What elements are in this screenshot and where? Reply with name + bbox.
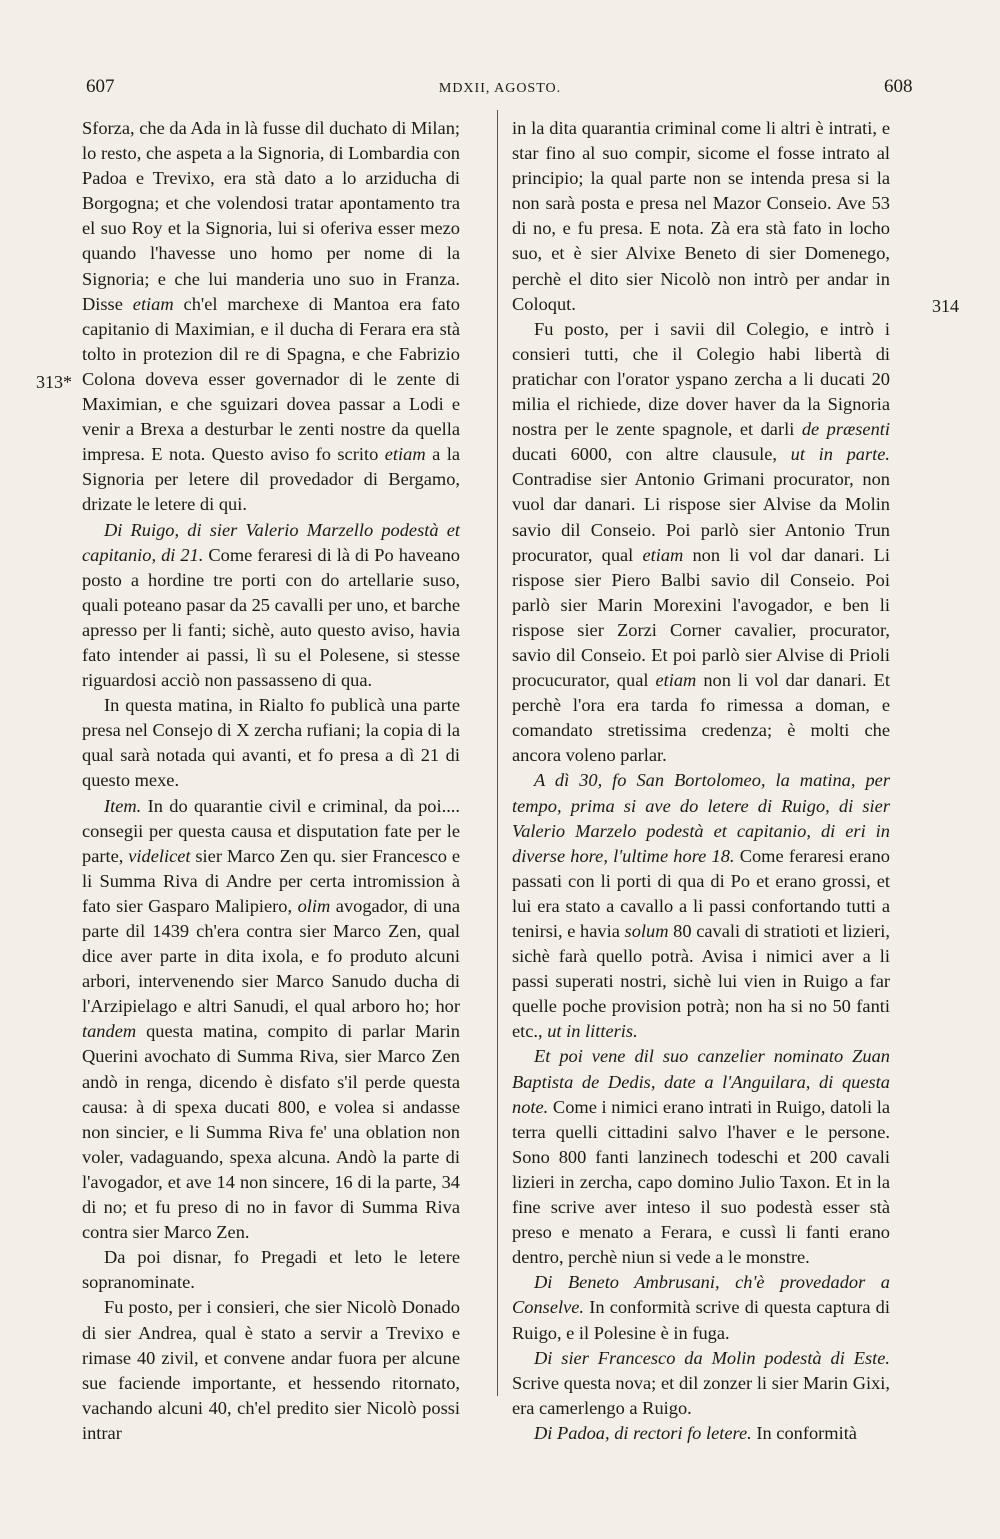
paragraph [82, 518, 460, 694]
italic-text: etiam [642, 544, 684, 565]
text: Come feraresi erano passati con li porti di qua di Po et erano grossi, et lui era stato a cavallo a li passi confortando tutti a tenirsi, e havia [512, 845, 890, 941]
italic-text: solum [624, 921, 669, 941]
text: Sforza, che da Ada in là fusse dil duchato di Milan; lo resto, che aspeta a la Signoria, di Lombardia con Padoa e Trevixo, era stà dato a lo arziducha di Borgogna; et che volendosi tratar apontamento tra el suo Roy et la Signoria, lui si oferiva esser mezo quando l'havesse uno homo per nome di la Signoria; e che lui manderia uno suo in Franza. Disse [82, 118, 460, 314]
paragraph [82, 794, 460, 1246]
italic-text: etiam [132, 293, 174, 314]
italic-text: olim [297, 895, 331, 916]
italic-text: Di Ruigo, di sier Valerio Marzello podestà et capitanio, di 21. [82, 519, 460, 565]
left-column [82, 116, 460, 1446]
italic-text: Et poi vene dil suo canzelier nominato Zuan Baptista de Dedis, date a l'Anguilara, di questa note. [512, 1046, 890, 1117]
column-divider [497, 110, 498, 1396]
text: Scrive questa nova; et dil zonzer li sier Marin Gixi, era camerlengo a Ruigo. [512, 1372, 890, 1418]
italic-text: Di Beneto Ambrusani, ch'è provedador a Conselve. [512, 1272, 890, 1318]
italic-text: Di Padoa, di rectori fo letere. [534, 1422, 752, 1443]
text: Fu posto, per i savii dil Colegio, e intrò i consieri tutti, che il Colegio habi libertà di pratichar con l'orator yspano zercha a li ducati 20 milia el richiede, dize dover haver da la Signoria nostra per le zente spagnole, et darli [512, 318, 890, 440]
text: ch'el marchexe di Mantoa era fato capitanio di Maximian, e il ducha di Ferara era stà tolto in protezion dil re di Spagna, e che Fabrizio Colona doveva esser governador di le zente di Maximian, e che sguizari dovea passar a Lodi e venir a Brexa a desturbar le zenti nostre da quella impresa. E nota. Questo aviso fo scrito [82, 293, 460, 465]
italic-text: de præsenti [801, 419, 891, 440]
text: in la dita quarantia criminal come li altri è intrati, e star fino al suo compir, sicome el fosse intrato al principio; la qual parte non se intenda presa si la non sarà posta e presa nel Mazor Conseio. Ave 53 di no, e fu presa. E nota. Zà era stà fato in locho suo, et è sier Alvixe Beneto di sier Domenego, perchè el dito sier Nicolò non intrò per andar in Coloqut. [512, 118, 890, 314]
text: Fu posto, per i consieri, che sier Nicolò Donado di sier Andrea, qual è stato a servir a Trevixo e rimase 40 zivil, et convene andar fuora per alcune sue faciende importante, et hessendo ritornato, vachando alcuni 40, ch'el predito sier Nicolò possi intrar [82, 1297, 460, 1443]
paragraph [82, 1245, 460, 1295]
paragraph [512, 116, 890, 317]
text: Come i nimici erano intrati in Ruigo, datoli la terra quelli cittadini salvo l'haver e le persone. Sono 800 fanti lanzinech todeschi et 200 cavali lizieri in zercha, capo domino Julio Taxon. Et in la fine scrive aver inteso il suo podestà esser stà preso e menato a Ferara, e cussì li fanti erano dentro, perchè niun si vede a le monstre. [512, 1096, 890, 1268]
text: avogador, di una parte dil 1439 ch'era contra sier Marco Zen, qual dice aver parte in dita ixola, e fo produto alcuni arbori, intervenendo sier Marco Sanudo ducha di l'Arzipielago e altri Sanudi, el qual arboro ho; hor [82, 895, 460, 1017]
text: Da poi disnar, fo Pregadi et leto le letere sopranominate. [82, 1247, 460, 1293]
text: In do quarantie civil e criminal, da poi.... consegii per questa causa et disputation fate per le parte, [82, 795, 460, 866]
text: sier Marco Zen qu. sier Francesco e li Summa Riva di Andre per certa intromission à fato sier Gasparo Malipiero, [82, 845, 460, 916]
italic-text: ut in parte. [790, 444, 890, 465]
text: questa matina, compito di parlar Marin Querini avochato di Summa Riva, sier Marco Zen andò in renga, dicendo è disfato s'il perde questa causa: à di spexa ducati 800, e volea si andasse non sincier, e li Summa Riva fe' una oblation non voler, vadaguando, spexa alcuna. Andò la parte di l'avogador, et ave 14 non sincere, 16 di la parte, 34 di no; et fu preso di no in favor di Summa Riva contra sier Marco Zen. [82, 1021, 460, 1243]
paragraph [512, 1270, 890, 1345]
italic-text: videlicet [128, 845, 191, 866]
italic-text: Di sier Francesco da Molin podestà di Este. [534, 1347, 890, 1368]
italic-text: ut in litteris. [547, 1021, 638, 1042]
italic-text: etiam [384, 444, 426, 465]
paragraph [512, 1044, 890, 1270]
text: Come feraresi di là di Po haveano posto a hordine tre porti con do artellarie suso, quali poteano pasar da 25 cavalli per uno, et barche apresso per li fanti; sichè, auto questo aviso, havia fato intender ai passi, lì su el Polesene, si stesse riguardosi acciò non passasseno di qua. [82, 544, 460, 691]
italic-text: Item. [104, 795, 142, 816]
text: non li vol dar danari. Et perchè l'ora era tarda fo rimessa a doman, e comandato stretissima credenza; è molti che ancora voleno parlar. [512, 670, 890, 766]
right-column [512, 116, 890, 1446]
paragraph [512, 768, 890, 1044]
margin-note-left: 313* [36, 372, 72, 392]
italic-text: A dì 30, fo San Bortolomeo, la matina, per tempo, prima si ave do letere di Ruigo, di sier Valerio Marzelo podestà et capitanio, di eri in diverse hore, l'ultime hore 18. [512, 770, 890, 866]
italic-text: tandem [82, 1021, 137, 1042]
page-number-right: 608 [884, 76, 913, 97]
text: a la Signoria per letere dil provedador di Bergamo, drizate le letere di qui. [82, 444, 460, 515]
paragraph [512, 317, 890, 769]
italic-text: etiam [655, 670, 697, 691]
text: 80 cavali di stratioti et lizieri, sichè farà quello potrà. Avisa i nimici aver a li passi superati nostri, sichè lui vien in Ruigo a far quelle poche provision potrà; non ha si no 50 fanti etc., [512, 921, 890, 1042]
paragraph [512, 1421, 890, 1446]
paragraph [82, 1295, 460, 1446]
paragraph [82, 693, 460, 793]
text: Contradise sier Antonio Grimani procurator, non vuol dar danari. Li rispose sier Alvise da Molin savio dil Conseio. Poi parlò sier Antonio Trun procurator, qual [512, 469, 890, 565]
paragraph [82, 116, 460, 518]
paragraph [512, 1346, 890, 1421]
margin-note-right: 314 [932, 296, 959, 316]
running-title: MDXII, AGOSTO. [438, 81, 562, 96]
text: In conformità [751, 1422, 857, 1443]
text: ducati 6000, con altre clausule, [512, 444, 791, 465]
page-number-left: 607 [86, 76, 115, 97]
text: In questa matina, in Rialto fo publicà una parte presa nel Consejo di X zercha rufiani; la copia di la qual sarà notada qui avanti, et fo presa a dì 21 di questo mexe. [82, 695, 460, 791]
text: In conformità scrive di questa captura di Ruigo, e il Polesine è in fuga. [512, 1297, 890, 1343]
text: non li vol dar danari. Li rispose sier Piero Balbi savio dil Conseio. Poi parlò sier Marin Morexini l'avogador, e ben li rispose sier Zorzi Corner cavalier, procurator, savio dil Conseio. Et poi parlò sier Alvise di Prioli procucurator, qual [512, 544, 890, 691]
